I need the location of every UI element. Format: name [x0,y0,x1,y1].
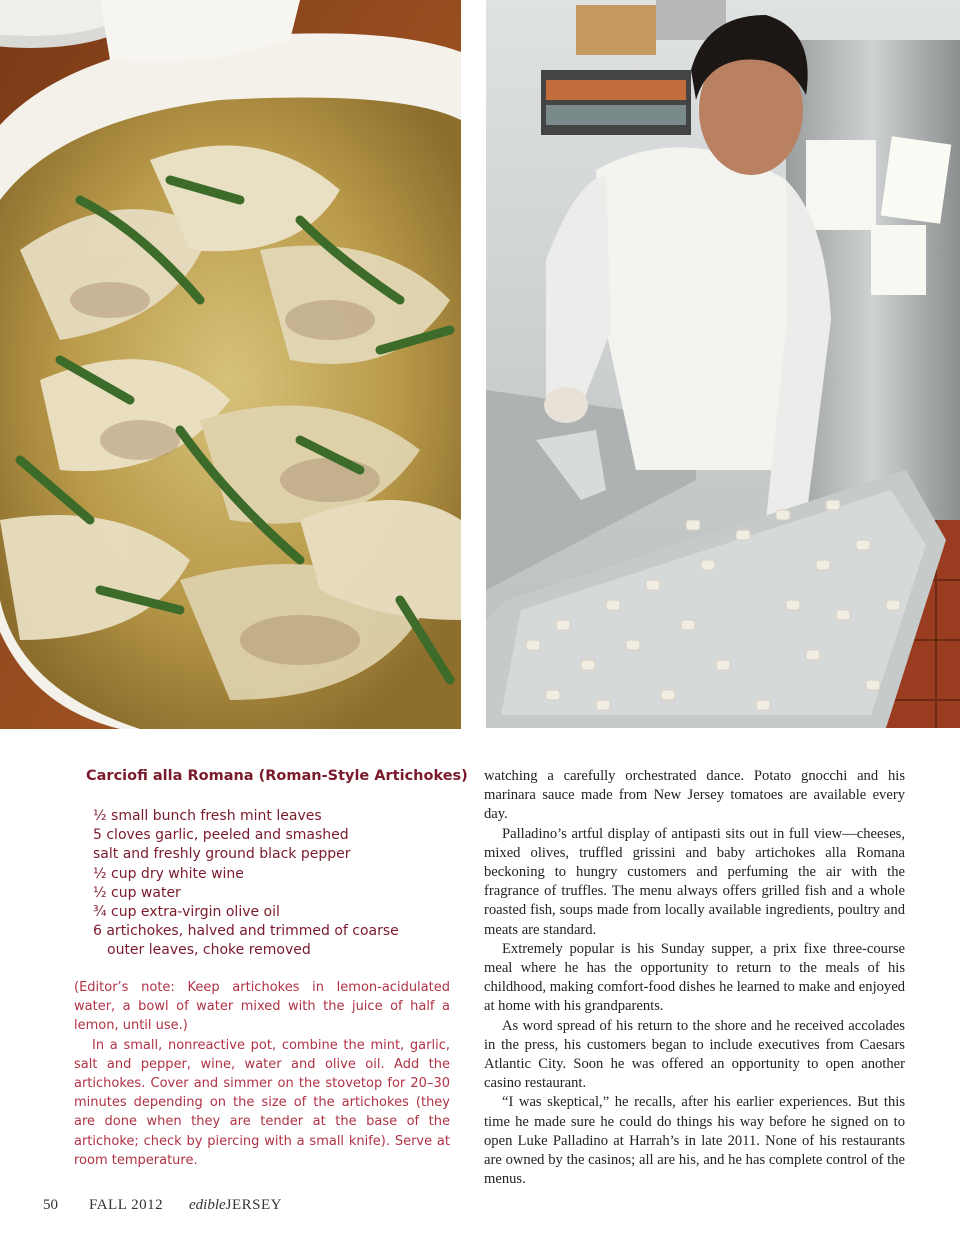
ingredient-item: ¾ cup extra-virgin olive oil [93,903,280,920]
ingredient-item-continued: outer leaves, choke removed [107,942,311,959]
chef-gnocchi-photo [486,0,960,728]
artichoke-dish-photo [0,0,461,729]
ingredient-item: 5 cloves garlic, peeled and smashed [93,827,349,844]
ingredient-item: salt and freshly ground black pepper [93,846,351,863]
ingredient-item: ½ cup water [93,884,181,901]
article-paragraph: As word spread of his return to the shore and he received accolades in the press, his customers began to include executives from Caesars Atlantic City. Soon he was offered an opportunity to open another casino restaurant. [484,1017,905,1092]
article-paragraph: Palladino’s artful display of antipasti sits out in full view—cheeses, mixed olives, truffled grissini and baby artichokes alla Romana beckoning to hungry customers and perfuming the air with the fragrance of truffles. The menu always offers grilled fish and a whole roasted fish, soups made from locally available ingredients, poultry and meats are standard. [484,825,905,938]
ingredient-item: ½ cup dry white wine [93,865,244,882]
page-number: 50 [43,1197,58,1213]
article-column [484,767,905,1189]
brand-jersey: JERSEY [225,1197,282,1213]
recipe-title: Carciofi alla Romana (Roman-Style Artichokes) [86,768,468,784]
brand-edible: edible [189,1197,226,1213]
article-paragraph: “I was skeptical,” he recalls, after his earlier experiences. But this time he made sure he could do things his way before he signed on to open Luke Palladino at Harrah’s in late 2011. None of his restaurants are owned by the casinos; all are his, and he has complete control of the menus. [484,1094,905,1188]
issue-label: FALL 2012 [89,1197,164,1213]
recipe-instructions: In a small, nonreactive pot, combine the mint, garlic, salt and pepper, wine, water and olive oil. Add the artichokes. Cover and simmer on the stovetop for 20–30 minutes depending on the size of the artichokes (they are done when they are tender at the base of the artichoke; check by piercing with a small knife). Serve at room temperature. [74,1037,450,1168]
editors-note: (Editor’s note: Keep artichokes in lemon-acidulated water, a bowl of water mixed with the juice of half a lemon, until use.) [74,980,450,1034]
recipe-method [74,978,450,1170]
ingredient-item: 6 artichokes, halved and trimmed of coarse [93,923,399,940]
article-paragraph: Extremely popular is his Sunday supper, a prix fixe three-course meal where he has the opportunity to return to the meals of his childhood, making comfort-food dishes he learned to make and enjoyed at home with his grandparents. [484,940,905,1015]
ingredient-list [93,807,399,961]
magazine-brand [189,1197,282,1214]
ingredient-item: ½ small bunch fresh mint leaves [93,808,322,824]
article-paragraph: watching a carefully orchestrated dance. Potato gnocchi and his marinara sauce made from New Jersey tomatoes are available every day. [484,768,905,823]
